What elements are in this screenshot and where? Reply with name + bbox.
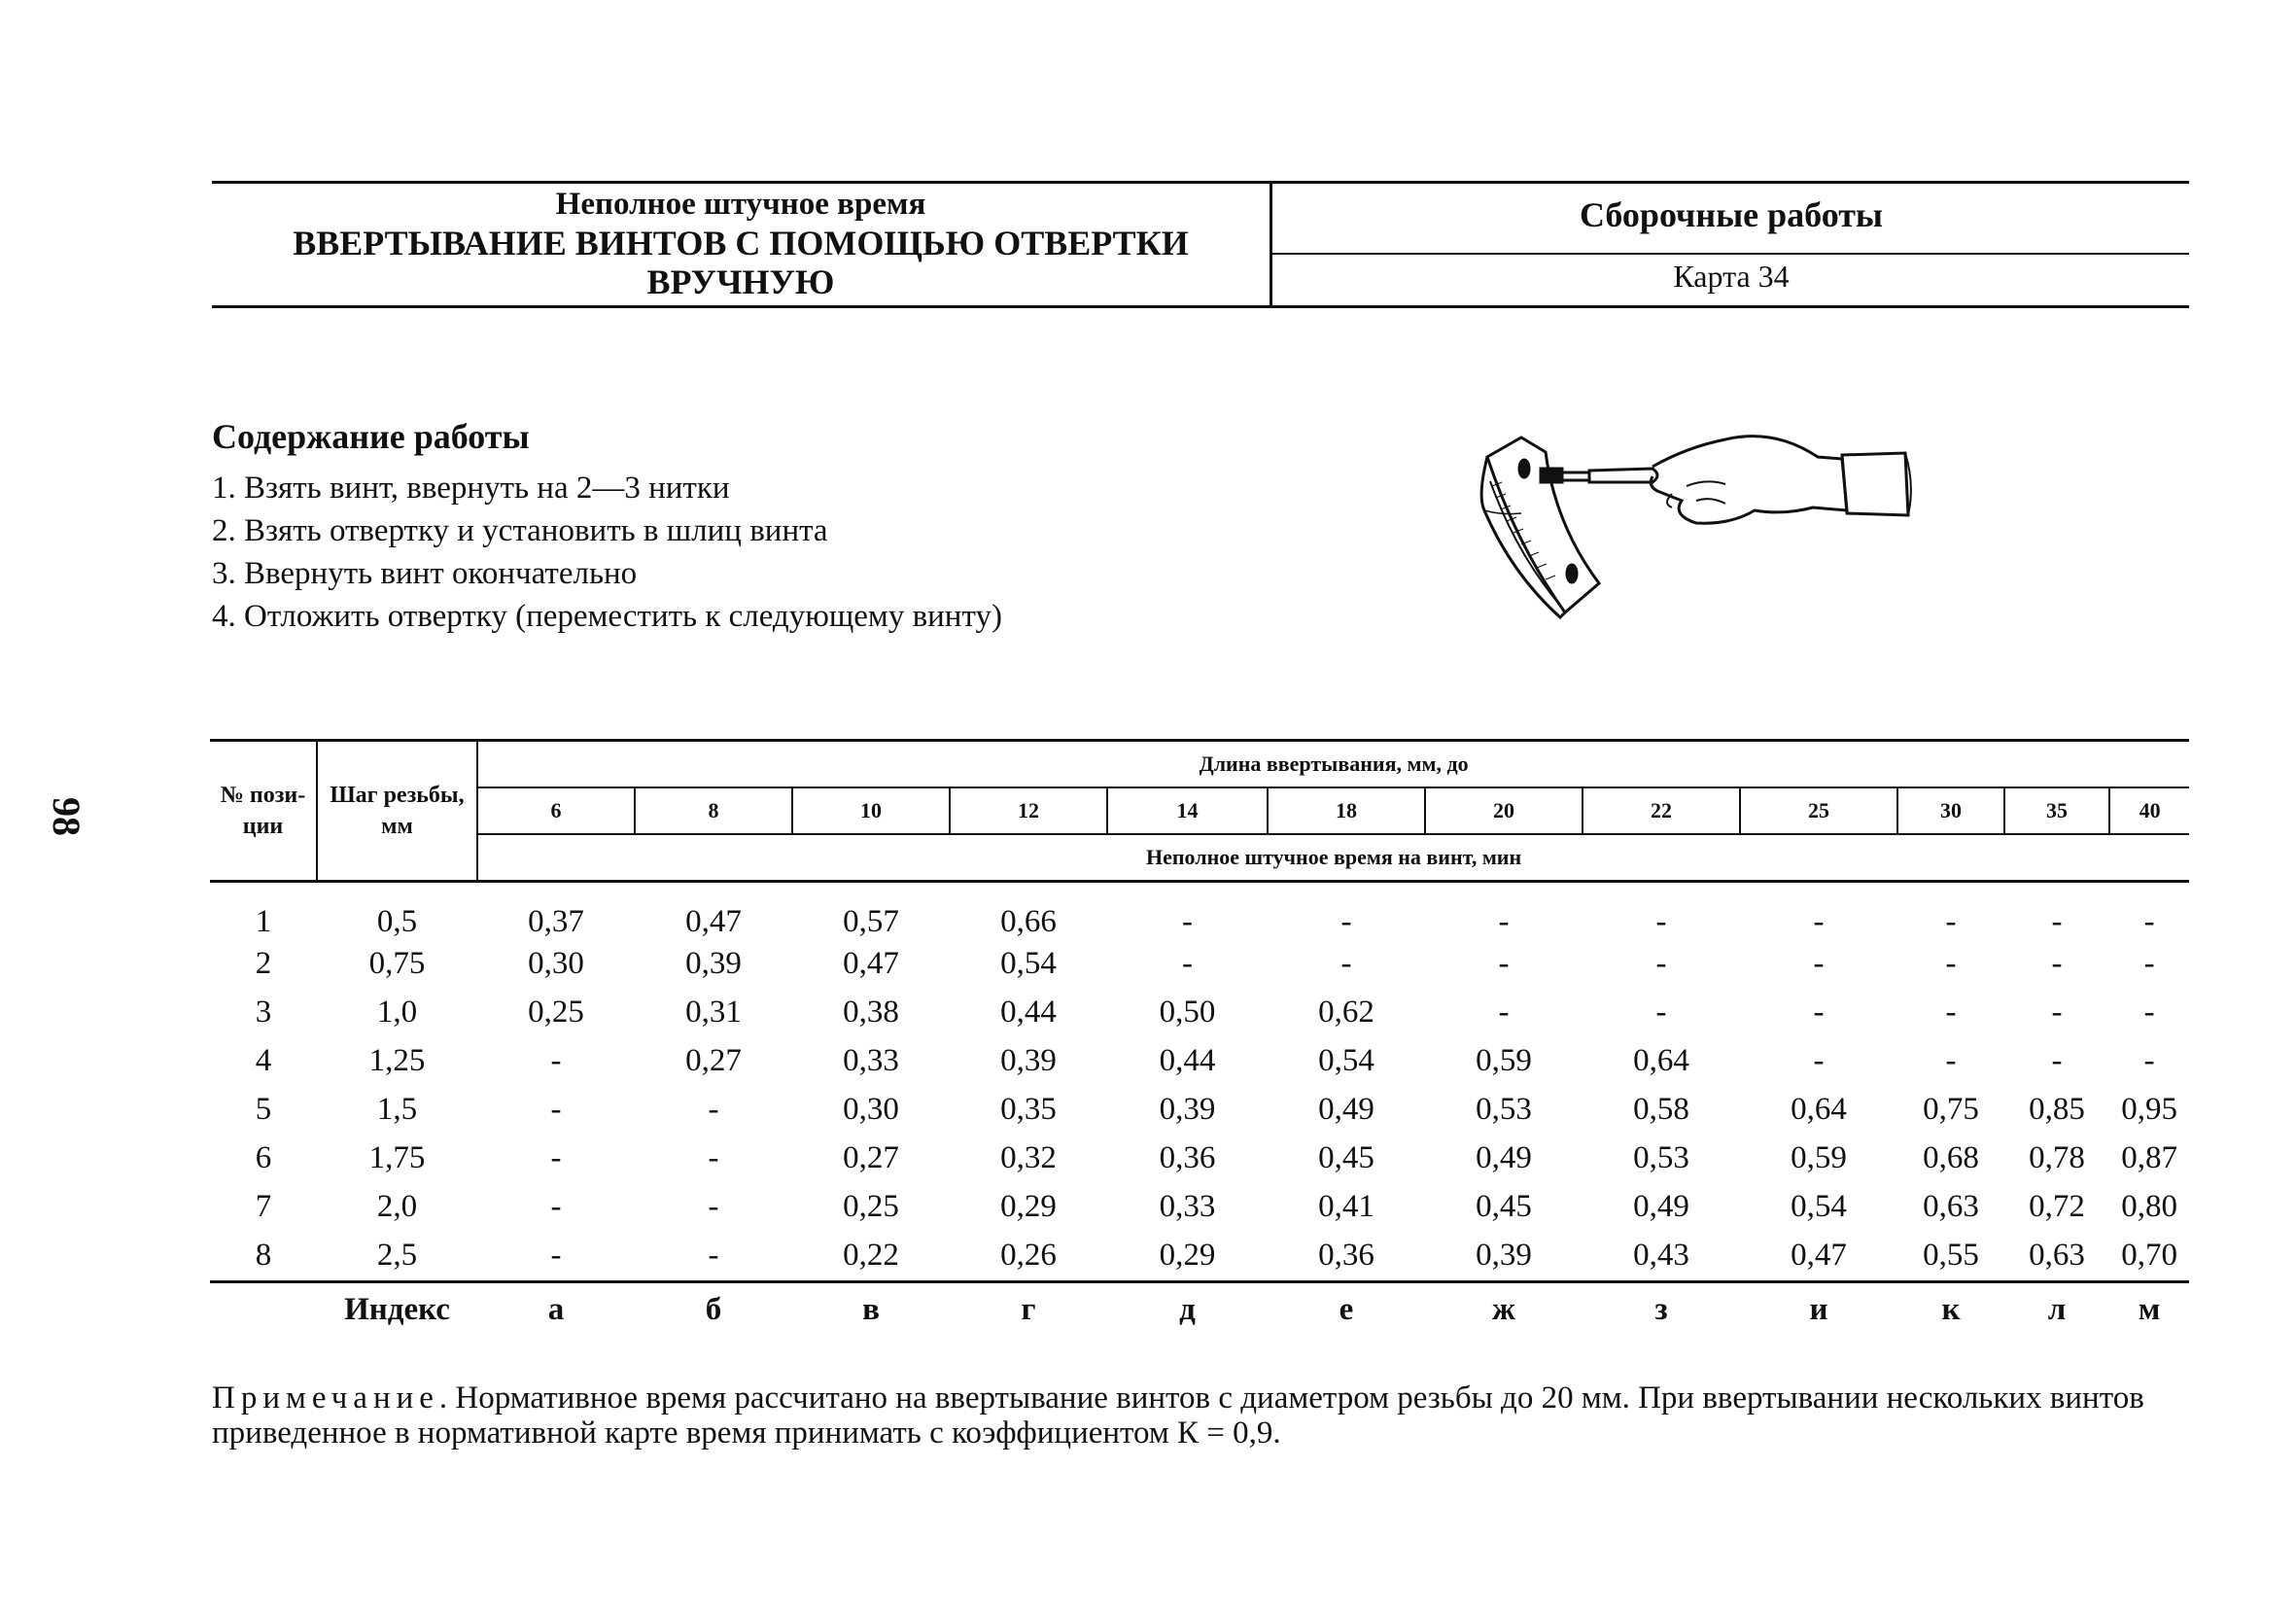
time-value-cell: 0,50: [1159, 995, 1216, 1030]
time-value-cell: 0,29: [1000, 1189, 1057, 1224]
time-value-cell: -: [708, 1189, 719, 1224]
time-norm-table: [210, 739, 2189, 1338]
content-title: Содержание работы: [212, 417, 530, 456]
time-value-cell: 0,30: [528, 946, 584, 981]
length-value: 8: [635, 787, 792, 834]
time-value-cell: 0,70: [2121, 1238, 2177, 1273]
content-list: [212, 467, 1002, 638]
table-row: [210, 1183, 2189, 1232]
time-value-cell: 0,63: [2029, 1238, 2085, 1273]
index-row: [210, 1281, 2189, 1338]
time-value-cell: 0,27: [843, 1140, 899, 1175]
time-value-cell: 0,66: [1000, 903, 1057, 939]
note-label: Примечание: [212, 1381, 439, 1416]
time-value-cell: -: [1945, 946, 1957, 981]
time-value-cell: 0,54: [1791, 1189, 1847, 1224]
length-value: 14: [1107, 787, 1268, 834]
table-row: [210, 940, 2189, 989]
header-bottom-rule: [212, 305, 2189, 308]
pitch-cell: 1,25: [368, 1043, 426, 1078]
time-value-cell: 0,87: [2121, 1140, 2177, 1175]
time-value-cell: -: [708, 1238, 719, 1273]
time-value-cell: 0,37: [528, 903, 584, 939]
header-top-rule: [212, 181, 2189, 184]
time-value-cell: -: [2051, 946, 2063, 981]
card-number: Карта 34: [1673, 259, 1790, 294]
time-value-cell: -: [1498, 995, 1510, 1030]
time-value-cell: 0,31: [685, 995, 742, 1030]
time-value-cell: -: [1340, 903, 1352, 939]
time-value-cell: 0,62: [1318, 995, 1374, 1030]
time-value-cell: 0,54: [1000, 946, 1057, 981]
length-header: Длина ввертывания, мм, до: [477, 741, 2189, 788]
time-value-cell: 0,27: [685, 1043, 742, 1078]
time-value-cell: -: [2051, 995, 2063, 1030]
card-title-line2: ВРУЧНУЮ: [646, 262, 835, 301]
index-letter: в: [862, 1292, 880, 1327]
pitch-cell: 1,0: [376, 995, 418, 1030]
time-value-cell: -: [1945, 1043, 1957, 1078]
index-letter: з: [1654, 1292, 1668, 1327]
col-position-header: № пози- ции: [210, 741, 317, 882]
time-value-cell: 0,32: [1000, 1140, 1057, 1175]
pitch-cell: 2,5: [376, 1238, 418, 1273]
time-value-cell: 0,44: [1000, 995, 1057, 1030]
index-letter: л: [2047, 1292, 2067, 1327]
time-value-cell: 0,53: [1476, 1092, 1532, 1127]
position-cell: 7: [255, 1189, 272, 1224]
index-letter: и: [1809, 1292, 1828, 1327]
time-value-cell: -: [1498, 946, 1510, 981]
index-letter: к: [1941, 1292, 1961, 1327]
index-letter: г: [1021, 1292, 1036, 1327]
time-value-cell: -: [2143, 995, 2155, 1030]
time-value-cell: -: [1945, 995, 1957, 1030]
time-value-cell: 0,45: [1318, 1140, 1374, 1175]
position-cell: 5: [255, 1092, 272, 1127]
length-value: 40: [2109, 787, 2189, 834]
time-value-cell: 0,80: [2121, 1189, 2177, 1224]
work-category: Сборочные работы: [1579, 195, 1884, 234]
time-value-cell: 0,59: [1476, 1043, 1532, 1078]
index-letter: м: [2138, 1292, 2161, 1327]
time-value-cell: 0,72: [2029, 1189, 2085, 1224]
time-value-cell: -: [2143, 903, 2155, 939]
time-value-cell: 0,30: [843, 1092, 899, 1127]
time-value-cell: -: [2051, 1043, 2063, 1078]
time-value-cell: -: [550, 1189, 562, 1224]
hand-screwdriver-icon: [1463, 418, 1949, 647]
time-value-cell: -: [1945, 903, 1957, 939]
pitch-cell: 2,0: [376, 1189, 418, 1224]
page-number: 98: [45, 797, 88, 836]
table-row: [210, 1232, 2189, 1282]
time-value-cell: -: [1655, 903, 1667, 939]
time-value-cell: -: [550, 1140, 562, 1175]
time-value-cell: 0,49: [1318, 1092, 1374, 1127]
time-value-cell: 0,39: [1159, 1092, 1216, 1127]
position-cell: 2: [255, 946, 272, 981]
time-value-cell: 0,63: [1923, 1189, 1979, 1224]
pitch-cell: 0,5: [376, 903, 418, 939]
time-value-cell: 0,85: [2029, 1092, 2085, 1127]
time-value-cell: 0,38: [843, 995, 899, 1030]
index-letter: ж: [1492, 1292, 1515, 1327]
index-letter: а: [547, 1292, 565, 1327]
time-value-cell: 0,44: [1159, 1043, 1216, 1078]
table-row: [210, 1037, 2189, 1086]
index-letter: б: [705, 1292, 722, 1327]
table-row: [210, 989, 2189, 1037]
header-right-rule: [1270, 253, 2189, 255]
time-value-cell: 0,25: [843, 1189, 899, 1224]
time-value-cell: 0,47: [685, 903, 742, 939]
content-item: 4. Отложить отвертку (переместить к следующему винту): [212, 599, 1002, 634]
time-value-cell: 0,47: [1791, 1238, 1847, 1273]
content-item: 3. Ввернуть винт окончательно: [212, 556, 638, 591]
time-value-cell: -: [1813, 946, 1825, 981]
time-value-cell: -: [2143, 946, 2155, 981]
time-value-cell: -: [1498, 903, 1510, 939]
header-divider: [1270, 181, 1272, 307]
position-cell: 4: [255, 1043, 272, 1078]
table-row: [210, 882, 2189, 940]
time-value-cell: 0,58: [1633, 1092, 1689, 1127]
position-cell: 8: [255, 1238, 272, 1273]
time-value-cell: 0,49: [1633, 1189, 1689, 1224]
table-body: [210, 882, 2189, 1338]
length-value: 12: [950, 787, 1107, 834]
note: [212, 1381, 2185, 1451]
time-value-cell: 0,36: [1159, 1140, 1216, 1175]
time-value-cell: -: [1813, 1043, 1825, 1078]
time-value-cell: 0,29: [1159, 1238, 1216, 1273]
position-cell: 6: [255, 1140, 272, 1175]
index-letter: д: [1179, 1292, 1196, 1327]
time-value-cell: -: [1813, 995, 1825, 1030]
time-value-cell: 0,39: [1476, 1238, 1532, 1273]
length-value: 22: [1583, 787, 1740, 834]
time-value-cell: 0,35: [1000, 1092, 1057, 1127]
time-value-cell: 0,45: [1476, 1189, 1532, 1224]
time-value-cell: 0,68: [1923, 1140, 1979, 1175]
time-value-cell: 0,33: [1159, 1189, 1216, 1224]
time-value-cell: -: [550, 1092, 562, 1127]
length-value: 35: [2004, 787, 2109, 834]
card-title-block: [212, 185, 1270, 303]
time-value-cell: 0,95: [2121, 1092, 2177, 1127]
time-value-cell: 0,25: [528, 995, 584, 1030]
time-value-cell: -: [1182, 903, 1193, 939]
index-label: Индекс: [344, 1292, 450, 1327]
time-value-cell: 0,55: [1923, 1238, 1979, 1273]
length-value: 30: [1897, 787, 2004, 834]
time-value-cell: 0,39: [685, 946, 742, 981]
time-value-cell: 0,26: [1000, 1238, 1057, 1273]
time-value-cell: 0,64: [1633, 1043, 1689, 1078]
length-value: 10: [792, 787, 950, 834]
length-value: 25: [1740, 787, 1897, 834]
col-pitch-header: Шаг резьбы, мм: [317, 741, 477, 882]
time-value-cell: 0,39: [1000, 1043, 1057, 1078]
card-title-line1: ВВЕРТЫВАНИЕ ВИНТОВ С ПОМОЩЬЮ ОТВЕРТКИ: [293, 224, 1189, 262]
time-value-cell: 0,78: [2029, 1140, 2085, 1175]
time-value-cell: -: [708, 1092, 719, 1127]
table-row: [210, 1086, 2189, 1135]
time-value-cell: -: [708, 1140, 719, 1175]
time-value-cell: 0,49: [1476, 1140, 1532, 1175]
pitch-cell: 1,75: [368, 1140, 426, 1175]
time-value-cell: -: [550, 1043, 562, 1078]
time-value-cell: -: [1340, 946, 1352, 981]
pitch-cell: 1,5: [376, 1092, 418, 1127]
time-value-cell: -: [2143, 1043, 2155, 1078]
time-value-cell: 0,57: [843, 903, 899, 939]
note-text: . Нормативное время рассчитано на ввертывание винтов с диаметром резьбы до 20 мм. При ввертывании нескольких винтов приведенное в нормативной карте время принимать с коэффициентом К = 0,9.: [212, 1381, 2144, 1451]
length-value: 18: [1268, 787, 1425, 834]
time-value-cell: -: [2051, 903, 2063, 939]
time-value-cell: -: [1182, 946, 1193, 981]
time-value-cell: 0,33: [843, 1043, 899, 1078]
time-value-cell: 0,47: [843, 946, 899, 981]
time-value-cell: -: [1655, 995, 1667, 1030]
time-value-cell: -: [550, 1238, 562, 1273]
time-value-cell: 0,59: [1791, 1140, 1847, 1175]
time-value-cell: 0,54: [1318, 1043, 1374, 1078]
content-item: 1. Взять винт, ввернуть на 2—3 нитки: [212, 471, 730, 506]
position-cell: 1: [255, 903, 272, 939]
pitch-cell: 0,75: [368, 946, 426, 981]
index-blank: [210, 1281, 317, 1338]
time-value-cell: -: [1813, 903, 1825, 939]
time-value-cell: 0,43: [1633, 1238, 1689, 1273]
table-row: [210, 1135, 2189, 1183]
time-header: Неполное штучное время на винт, мин: [477, 834, 2189, 882]
time-value-cell: -: [1655, 946, 1667, 981]
length-value: 20: [1425, 787, 1583, 834]
content-item: 2. Взять отвертку и установить в шлиц винта: [212, 513, 828, 548]
time-value-cell: 0,75: [1923, 1092, 1979, 1127]
time-value-cell: 0,41: [1318, 1189, 1374, 1224]
time-value-cell: 0,36: [1318, 1238, 1374, 1273]
time-value-cell: 0,64: [1791, 1092, 1847, 1127]
length-value: 6: [477, 787, 635, 834]
index-letter: е: [1339, 1292, 1354, 1327]
time-value-cell: 0,22: [843, 1238, 899, 1273]
card-subtitle: Неполное штучное время: [555, 187, 926, 222]
position-cell: 3: [255, 995, 272, 1030]
time-value-cell: 0,53: [1633, 1140, 1689, 1175]
